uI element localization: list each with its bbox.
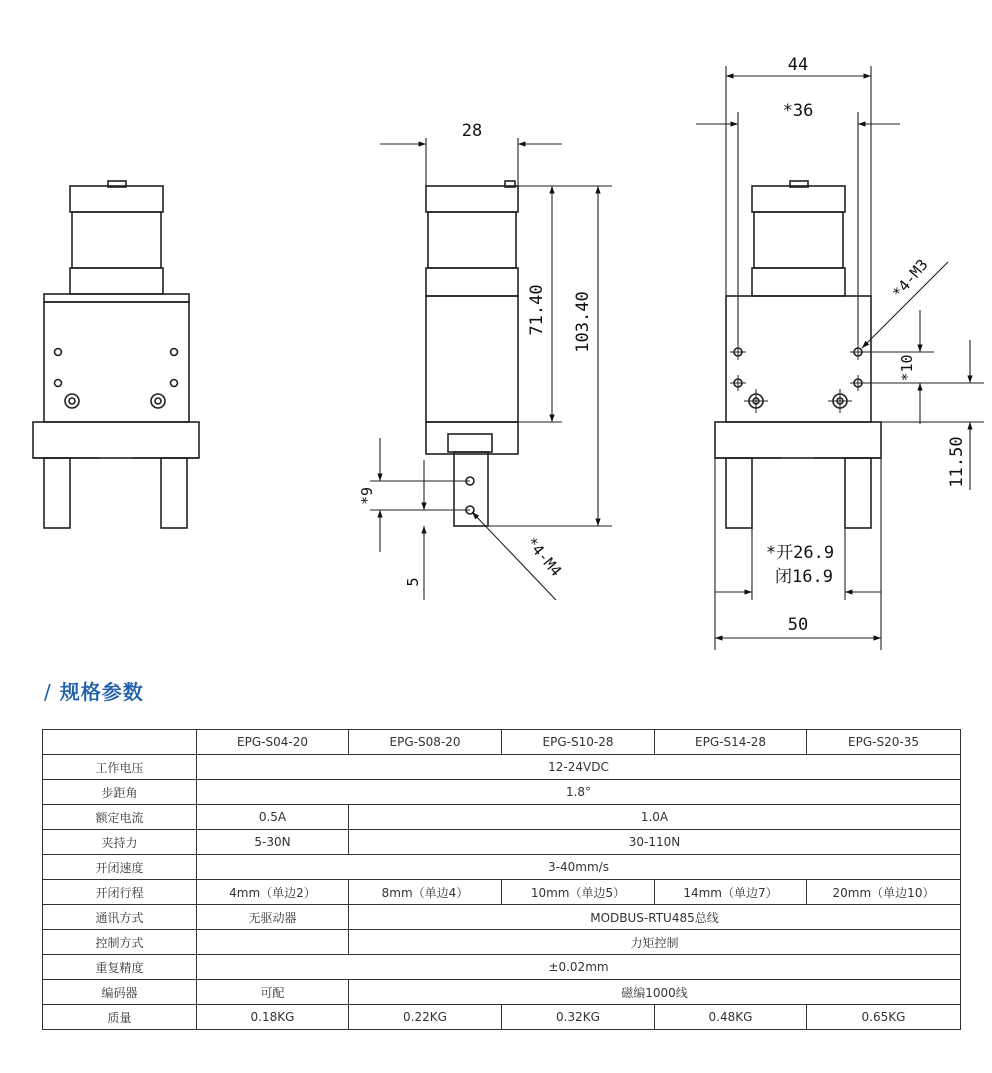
- section-title-slash: /: [44, 680, 52, 704]
- dim-open-26-9: *开26.9: [765, 543, 835, 563]
- table-row: [43, 880, 961, 905]
- header-model: EPG-S10-28: [502, 730, 655, 755]
- section-title-text: 规格参数: [59, 680, 144, 704]
- dim-44: 44: [787, 55, 809, 75]
- row-value: 1.0A: [349, 805, 961, 830]
- dim-103-40: 103.40: [573, 291, 593, 353]
- row-label: 步距角: [43, 780, 197, 805]
- table-row: [43, 930, 961, 955]
- row-value: 可配: [197, 980, 349, 1005]
- back-view-crosshairs: [730, 344, 866, 413]
- table-header-row: [43, 730, 961, 755]
- row-label: 质量: [43, 1005, 197, 1030]
- row-value: 力矩控制: [349, 930, 961, 955]
- row-value: 无驱动器: [197, 905, 349, 930]
- dim-5: 5: [404, 577, 422, 587]
- row-value: 14mm（单边7）: [655, 880, 807, 905]
- dim-28: 28: [461, 121, 483, 141]
- dim-50: 50: [787, 615, 809, 635]
- header-model: EPG-S20-35: [807, 730, 961, 755]
- dim-4-m4: *4-M4: [522, 533, 566, 580]
- dim-11-50: 11.50: [947, 436, 967, 488]
- row-value: 30-110N: [349, 830, 961, 855]
- table-row: [43, 905, 961, 930]
- row-label: 夹持力: [43, 830, 197, 855]
- row-value: 5-30N: [197, 830, 349, 855]
- table-row: [43, 755, 961, 780]
- row-value: 10mm（单边5）: [502, 880, 655, 905]
- row-label: 额定电流: [43, 805, 197, 830]
- row-value: 磁编1000线: [349, 980, 961, 1005]
- row-value: 12-24VDC: [197, 755, 961, 780]
- header-model: EPG-S04-20: [197, 730, 349, 755]
- back-view: [715, 181, 881, 528]
- row-value: 0.18KG: [197, 1005, 349, 1030]
- row-value: 0.65KG: [807, 1005, 961, 1030]
- side-view-labels: [358, 121, 593, 587]
- row-value: 0.22KG: [349, 1005, 502, 1030]
- row-label: 开闭速度: [43, 855, 197, 880]
- back-view-labels: [766, 55, 967, 635]
- dim-10: *10: [898, 354, 916, 382]
- row-value: 8mm（单边4）: [349, 880, 502, 905]
- section-title: [44, 676, 144, 705]
- row-label: 编码器: [43, 980, 197, 1005]
- row-label: 通讯方式: [43, 905, 197, 930]
- side-view: [426, 181, 518, 526]
- row-value: ±0.02mm: [197, 955, 961, 980]
- row-label: 开闭行程: [43, 880, 197, 905]
- row-value: 0.32KG: [502, 1005, 655, 1030]
- row-value: 1.8°: [197, 780, 961, 805]
- dim-36: *36: [782, 101, 814, 121]
- row-value: 4mm（单边2）: [197, 880, 349, 905]
- front-view: [33, 181, 199, 528]
- row-label: 重复精度: [43, 955, 197, 980]
- row-label: 工作电压: [43, 755, 197, 780]
- row-label: 控制方式: [43, 930, 197, 955]
- dim-71-40: 71.40: [527, 284, 547, 336]
- table-row: [43, 830, 961, 855]
- table-row: [43, 955, 961, 980]
- row-value: 20mm（单边10）: [807, 880, 961, 905]
- table-row: [43, 805, 961, 830]
- header-model: EPG-S08-20: [349, 730, 502, 755]
- dim-4-m3: *4-M3: [888, 255, 932, 302]
- side-view-dimensions: [370, 138, 612, 600]
- row-value: 0.5A: [197, 805, 349, 830]
- row-value: MODBUS-RTU485总线: [349, 905, 961, 930]
- dim-9: *9: [358, 486, 376, 506]
- row-value: [197, 930, 349, 955]
- header-model: EPG-S14-28: [655, 730, 807, 755]
- row-value: 0.48KG: [655, 1005, 807, 1030]
- table-row: [43, 780, 961, 805]
- row-value: 3-40mm/s: [197, 855, 961, 880]
- table-row: [43, 1005, 961, 1030]
- header-empty-cell: [43, 730, 197, 755]
- dim-close-16-9: 闭16.9: [775, 567, 833, 587]
- spec-table: [42, 729, 961, 1030]
- back-view-dimensions: [696, 66, 984, 650]
- table-row: [43, 855, 961, 880]
- table-row: [43, 980, 961, 1005]
